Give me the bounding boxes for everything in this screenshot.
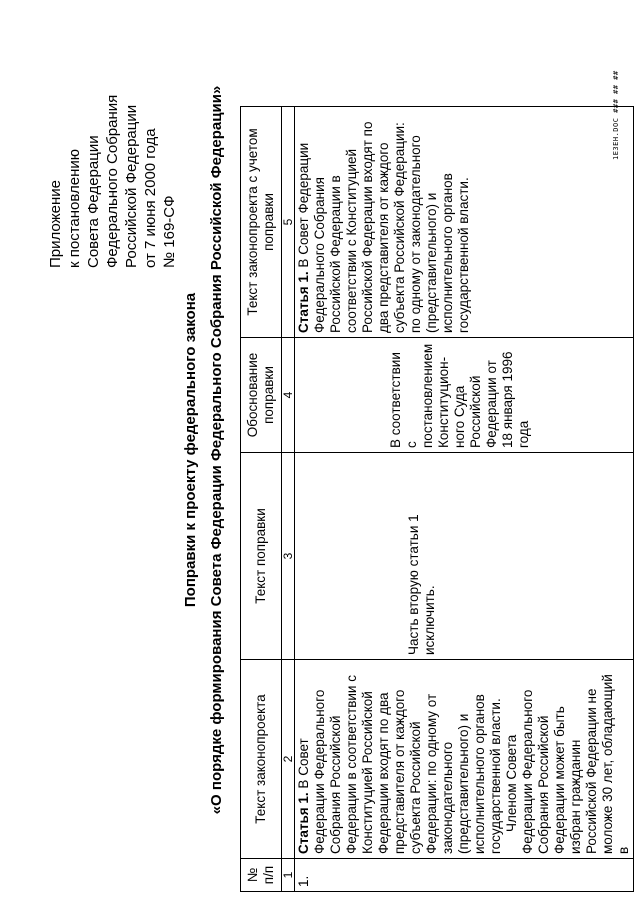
appendix-line: Совета Федерации [85,135,102,268]
amendment-text: Часть вторую статьи 1 исключить. [406,514,437,655]
header-justification: Обоснование поправки [241,338,282,453]
header-num: № п/п [241,859,282,892]
row-number: 1. [295,859,634,892]
result-text: В Совет Федерации Федерального Собрания Российской Федерации в соответствии с Конституцией Российской Федерации входят по два представителя от каждого субъекта Российской Федерации: по одному от законодательного (представительного) и исполнительного органов государственной власти. [296,121,471,333]
appendix-line: № 169-СФ [161,195,178,268]
result-article-heading: Статья 1. [296,271,311,333]
justification-text: В соответствии с постановлением Конституцион-ного Суда Российской Федерации от 18 января 1996 года [388,343,531,448]
appendix-line: от 7 июня 2000 года [142,128,159,268]
column-number: 5 [282,107,295,338]
bill-part-two: Членом Совета Федерации Федерального Собрания Российской Федерации может быть избран гражданин Российской Федерации не моложе 30 лет, обладающий в [504,674,631,854]
document-title: Поправки к проекту федерального закона [182,292,199,608]
column-number: 4 [282,338,295,453]
column-number-row [282,107,295,892]
amendment-spacer [296,457,406,655]
amendment-text-cell [295,453,634,660]
bill-part-one: В Совет Федерации Федерального Собрания Российской Федерации в соответствии с Конституцией Российской Федерации входят по два представителя от каждого субъекта Российской Федерации: по одному от законодательного (представительного) и исполнительного органов государственной власти. [296,675,503,854]
appendix-line: Федерального Собрания [104,94,121,268]
document-subtitle: «О порядке формирования Совета Федерации Федерального Собрания Российской Федерации» [208,85,225,815]
bill-article-heading: Статья 1. [296,792,311,854]
header-bill-text: Текст законопроекта [241,660,282,859]
justification-cell [295,338,634,453]
column-number: 3 [282,453,295,660]
appendix-line: Российской Федерации [123,104,140,268]
appendix-block [46,8,179,268]
column-number: 2 [282,660,295,859]
header-bill-with-amendment: Текст законопроекта с учетом поправки [241,107,282,338]
justification-spacer [296,342,388,448]
column-number: 1 [282,859,295,892]
bill-text-cell [295,660,634,859]
table-header-row [241,107,282,892]
amendments-table [240,106,634,892]
bill-with-amendment-cell [295,107,634,338]
table-row [295,107,634,892]
file-code-label: 1E3EH.DOC ### ## ## [612,70,620,160]
appendix-line: Приложение [47,180,64,268]
header-amendment-text: Текст поправки [241,453,282,660]
appendix-line: к постановлению [66,149,83,268]
